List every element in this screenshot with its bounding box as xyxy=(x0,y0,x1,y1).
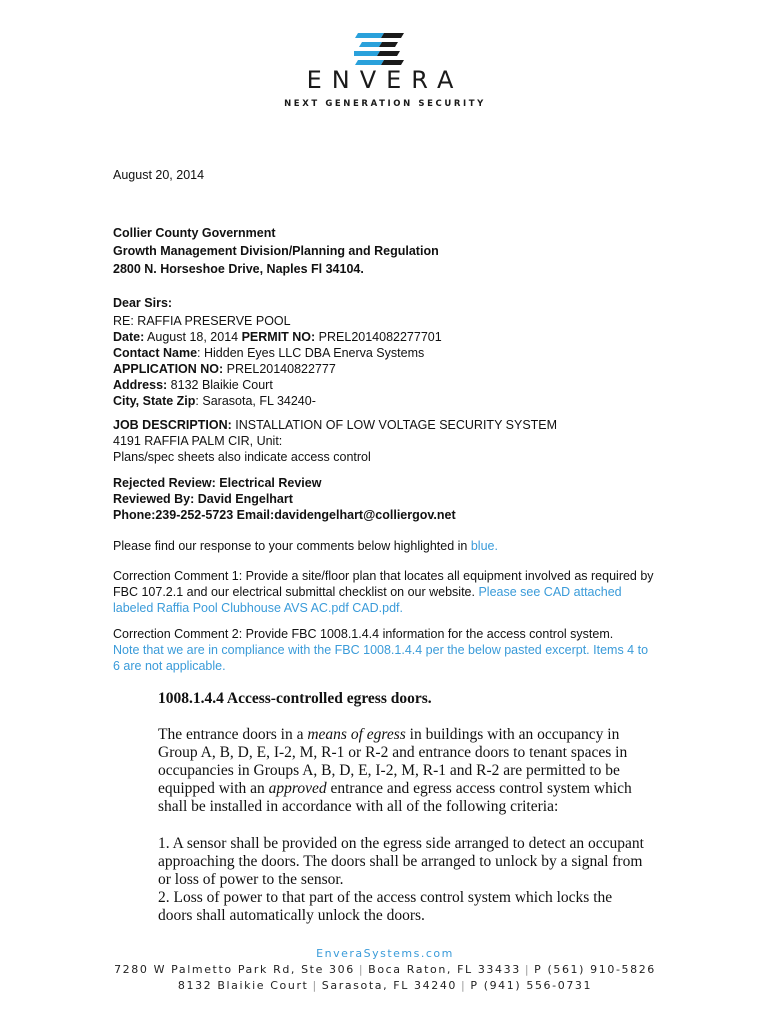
excerpt-paragraph: The entrance doors in a means of egress in buildings with an occupancy in Group A, B, D, E, I-2, M, R-1 or R-2 and entrance doors to tenant spaces in occupancies in Groups A, B, D, E, I-2, M, R-1 and R-2 are permitted to be equipped with an approved entrance and egress access control system which shall be installed in accordance with all of the following criteria: xyxy=(158,726,632,815)
correction-comment-2: Correction Comment 2: Provide FBC 1008.1.4.4 information for the access control system. Note that we are in compliance with the FBC 1008.1.4.4 per the below pasted excerpt. Items 4 to 6 are not applicable. xyxy=(113,627,649,673)
criterion-2: 2. Loss of power to that part of the access control system which locks the doors shall automatically unlock the doors. xyxy=(158,889,613,924)
recipient-block xyxy=(113,224,439,278)
recipient-line-3: 2800 N. Horseshoe Drive, Naples Fl 34104. xyxy=(113,262,364,276)
re-line: RE: RAFFIA PRESERVE POOL xyxy=(113,314,291,328)
recipient-line-2: Growth Management Division/Planning and Regulation xyxy=(113,244,439,258)
excerpt-criteria xyxy=(158,835,648,925)
job-description xyxy=(113,417,557,465)
review-info xyxy=(113,475,456,523)
letter-date: August 20, 2014 xyxy=(113,168,205,182)
intro-line: Please find our response to your comments below highlighted in blue. xyxy=(113,539,498,553)
salutation: Dear Sirs: xyxy=(113,296,173,310)
company-name: ENVERA xyxy=(306,66,464,94)
company-tagline: NEXT GENERATION SECURITY xyxy=(284,99,486,109)
job-address: 4191 RAFFIA PALM CIR, Unit: xyxy=(113,434,283,448)
address-line: Address: 8132 Blaikie Court xyxy=(113,378,273,392)
job-note: Plans/spec sheets also indicate access control xyxy=(113,450,371,464)
footer-office-2: 8132 Blaikie Court | Sarasota, FL 34240 | P (941) 556-0731 xyxy=(177,979,593,992)
excerpt-heading: 1008.1.4.4 Access-controlled egress doors. xyxy=(158,690,432,707)
application-line: APPLICATION NO: PREL20140822777 xyxy=(113,362,336,376)
correction-comment-1: Correction Comment 1: Provide a site/floor plan that locates all equipment involved as required by FBC 107.2.1 and our electrical submittal checklist on our website. Please see CAD attached labeled Raffia Pool Clubhouse AVS AC.pdf CAD.pdf. xyxy=(113,569,654,615)
contact-line: Contact Name: Hidden Eyes LLC DBA Enerva Systems xyxy=(113,346,425,360)
reviewer-contact: Phone:239-252-5723 Email:davidengelhart@colliergov.net xyxy=(113,508,456,522)
date-line: Date: August 18, 2014 PERMIT NO: PREL2014082277701 xyxy=(113,330,442,344)
reviewed-by: Reviewed By: David Engelhart xyxy=(113,492,293,506)
job-line: JOB DESCRIPTION: INSTALLATION OF LOW VOLTAGE SECURITY SYSTEM xyxy=(113,418,558,432)
recipient-line-1: Collier County Government xyxy=(113,226,276,240)
footer-office-1: 7280 W Palmetto Park Rd, Ste 306 | Boca Raton, FL 33433 | P (561) 910-5826 xyxy=(114,963,656,976)
city-line: City, State Zip: Sarasota, FL 34240- xyxy=(113,394,316,408)
footer-website[interactable]: EnveraSystems.com xyxy=(316,947,454,960)
rejected-review: Rejected Review: Electrical Review xyxy=(113,476,322,490)
criterion-1: 1. A sensor shall be provided on the egress side arranged to detect an occupant approaching the doors. The doors shall be arranged to unlock by a signal from or loss of power to the sensor. xyxy=(158,835,644,888)
permit-info xyxy=(113,313,442,409)
